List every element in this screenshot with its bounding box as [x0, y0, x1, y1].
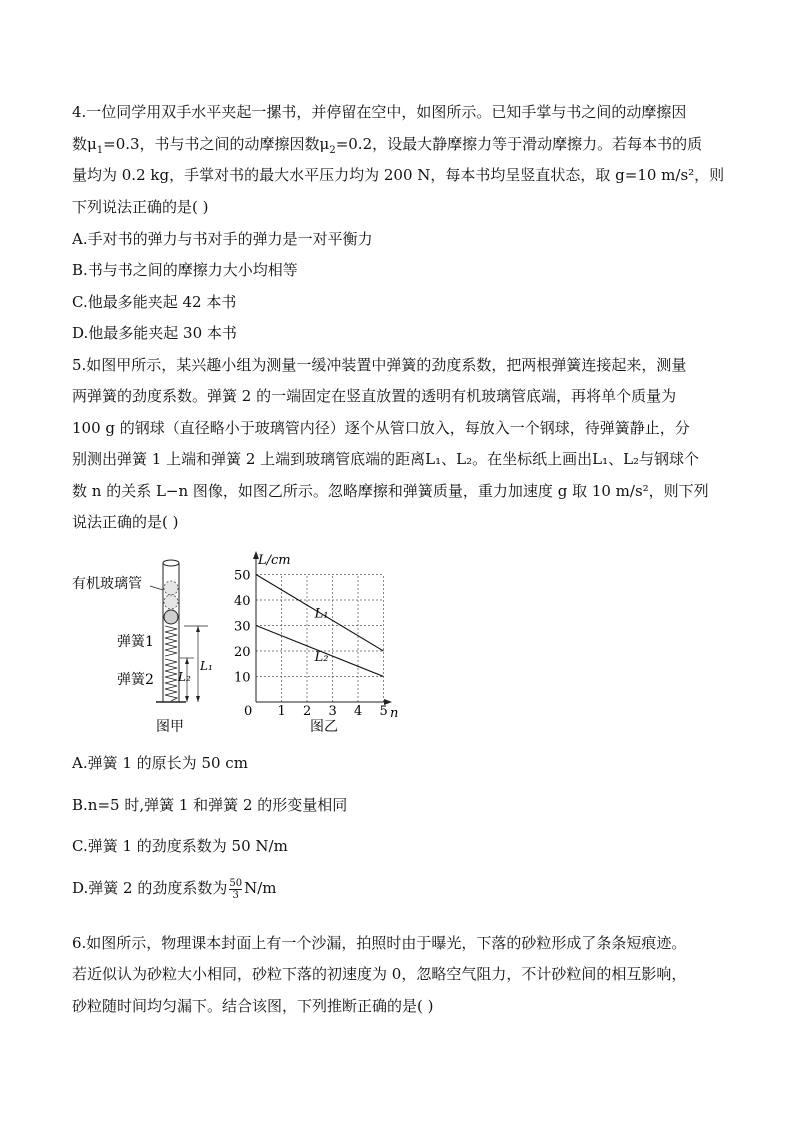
q5-option-b: B.n=5 时,弹簧 1 和弹簧 2 的形变量相同: [72, 796, 348, 814]
caption-right: 图乙: [310, 719, 338, 735]
x-tick-label: 5: [379, 704, 388, 719]
q4-line-3: 量均为 0.2 kg，手掌对书的最大水平压力均为 200 N，每本书均呈竖直状态，取 g=10 m/s²，则: [72, 166, 725, 184]
q5-line-6: 说法正确的是( ): [72, 513, 179, 531]
fraction-numerator: 50: [229, 877, 243, 889]
tube-label: 有机玻璃管: [72, 576, 142, 592]
q4-line-2-a: 数μ: [72, 135, 97, 153]
x-tick-label: 1: [277, 704, 286, 719]
graph-grid: [256, 575, 384, 703]
q5-option-d: [72, 877, 276, 901]
spring2-label: 弹簧2: [117, 672, 154, 688]
q5-option-c: C.弹簧 1 的劲度系数为 50 N/m: [72, 837, 288, 855]
caption-left: 图甲: [156, 719, 184, 735]
x-tick-label: 4: [354, 704, 363, 719]
fraction: [229, 878, 242, 901]
spring-2: [165, 659, 177, 701]
spring1-label: 弹簧1: [117, 634, 154, 650]
q5-line-5: 数 n 的关系 L−n 图像，如图乙所示。忽略摩擦和弹簧质量，重力加速度 g 取 10 m/s²，则下列: [72, 482, 709, 500]
spring-1: [165, 626, 177, 656]
graph-diagram: [234, 551, 398, 735]
y-tick-label: 30: [234, 619, 251, 635]
q5-option-d-unit: N/m: [244, 879, 277, 897]
q4-option-b: B.书与书之间的摩擦力大小均相等: [72, 261, 298, 279]
y-tick-label: 20: [234, 645, 251, 660]
y-tick-label: 40: [234, 594, 251, 609]
q6-line-1: 6.如图所示，物理课本封面上有一个沙漏，拍照时由于曝光，下落的砂粒形成了条条短痕迹。: [72, 934, 687, 952]
origin-label: 0: [244, 704, 253, 719]
q4-option-d: D.他最多能夹起 30 本书: [72, 324, 237, 342]
q4-option-c: C.他最多能夹起 42 本书: [72, 293, 237, 311]
steel-ball-dashed: [164, 581, 178, 595]
q5-line-2: 两弹簧的劲度系数。弹簧 2 的一端固定在竖直放置的透明有机玻璃管底端，再将单个质量为: [72, 387, 677, 405]
graph-labels-group: [234, 569, 388, 720]
series-label-1: L₁: [314, 606, 329, 622]
L1-dimension-label: L₁: [200, 659, 213, 673]
q5-figure: [72, 550, 412, 740]
q4-line-4: 下列说法正确的是( ): [72, 198, 209, 216]
y-tick-label: 50: [234, 568, 251, 584]
q4-line-2-e: =0.2，设最大静摩擦力等于滑动摩擦力。若每本书的质: [335, 135, 703, 153]
q5-option-d-text: D.弹簧 2 的劲度系数为: [72, 879, 228, 897]
apparatus-diagram: [72, 560, 213, 735]
x-tick-label: 2: [303, 704, 312, 719]
q4-line-1: 4.一位同学用双手水平夹起一摞书，并停留在空中，如图所示。已知手掌与书之间的动摩擦因: [72, 103, 687, 121]
q4-mu1-sub: 1: [96, 145, 104, 156]
y-axis-label: L/cm: [258, 553, 291, 568]
x-tick-label: 3: [328, 704, 337, 719]
steel-ball-dashed: [164, 595, 178, 609]
q5-line-3: 100 g 的钢球（直径略小于玻璃管内径）逐个从管口放入，每放入一个钢球，待弹簧静止，分: [72, 419, 690, 437]
q4-line-2: [72, 133, 702, 156]
q5-line-1: 5.如图甲所示，某兴趣小组为测量一缓冲装置中弹簧的劲度系数，把两根弹簧连接起来，测量: [72, 356, 687, 374]
q4-line-2-c: =0.3，书与书之间的动摩擦因数μ: [103, 135, 330, 153]
fraction-denominator: 3: [232, 889, 239, 901]
q4-mu2-sub: 2: [329, 145, 336, 156]
q6-line-2: 若近似认为砂粒大小相同，砂粒下落的初速度为 0，忽略空气阻力，不计砂粒间的相互影响，: [72, 965, 687, 983]
q6-line-3: 砂粒随时间均匀漏下。结合该图，下列推断正确的是( ): [72, 997, 434, 1015]
series-label-2: L₂: [314, 649, 329, 665]
L2-dimension-label: L₂: [178, 670, 191, 684]
q5-line-4: 别测出弹簧 1 上端和弹簧 2 上端到玻璃管底端的距离L₁、L₂。在坐标纸上画出L₁、L₂与钢球个: [72, 450, 700, 468]
q5-option-a: A.弹簧 1 的原长为 50 cm: [72, 754, 248, 772]
steel-ball: [164, 610, 178, 624]
q4-option-a: A.手对书的弹力与书对手的弹力是一对平衡力: [72, 230, 373, 248]
x-axis-label: n: [390, 706, 399, 721]
y-tick-label: 10: [234, 670, 251, 686]
